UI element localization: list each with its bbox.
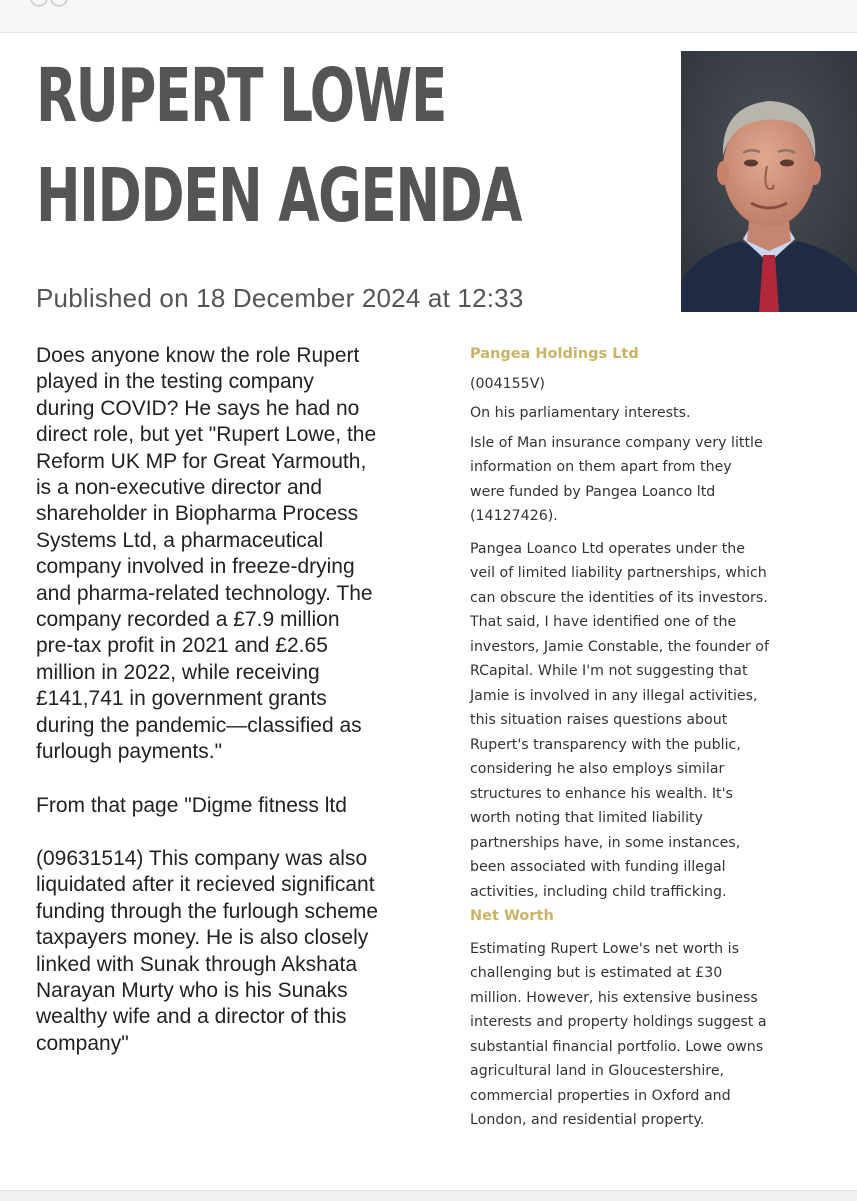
text-line: Rupert's transparency with the public, — [470, 736, 741, 753]
text-line: Jamie is involved in any illegal activities, — [470, 687, 758, 704]
text-line: during COVID? He says he had no — [36, 396, 360, 420]
right-column-article — [470, 342, 857, 1133]
parliamentary-interests-note: On his parliamentary interests. — [470, 405, 691, 421]
portrait-photo — [681, 51, 857, 312]
text-line: this situation raises questions about — [470, 712, 728, 728]
text-line: and pharma-related technology. The — [36, 581, 373, 605]
text-line: Does anyone know the role Rupert — [36, 344, 360, 367]
headline — [36, 46, 521, 246]
text-line: structures to enhance his wealth. It's — [470, 785, 733, 802]
company-number: (004155V) — [470, 375, 545, 392]
text-line: during the pandemic—classified as — [36, 713, 362, 737]
text-line: shareholder in Biopharma Process — [36, 502, 359, 526]
text-line: worth noting that limited liability — [470, 810, 704, 826]
text-line: linked with Sunak through Akshata — [36, 952, 358, 976]
text-line: Pangea Loanco Ltd operates under the — [470, 540, 746, 557]
text-line: wealthy wife and a director of this — [36, 1005, 347, 1029]
text-line: London, and residential property. — [470, 1112, 705, 1128]
text-line: From that page "Digme fitness ltd — [36, 793, 347, 817]
text-line: pre-tax profit in 2021 and £2.65 — [36, 634, 328, 658]
text-line: considering he also employs similar — [470, 761, 725, 777]
glasses-icon — [28, 0, 72, 10]
right-paragraph-2 — [470, 537, 857, 905]
text-line: Narayan Murty who is his Sunaks — [36, 978, 348, 1002]
headline-line-1: RUPERT LOWE — [36, 53, 446, 139]
text-line: challenging but is estimated at £30 — [470, 965, 723, 981]
text-line: Isle of Man insurance company very little — [470, 434, 763, 451]
text-line: company" — [36, 1031, 129, 1055]
text-line: been associated with funding illegal — [470, 859, 726, 875]
text-line: company involved in freeze-drying — [36, 555, 355, 579]
text-line: activities, including child trafficking. — [470, 883, 727, 900]
text-line: substantial financial portfolio. Lowe owns — [470, 1038, 764, 1055]
left-paragraph-3 — [36, 846, 456, 1057]
text-line: Estimating Rupert Lowe's net worth is — [470, 940, 740, 957]
text-line: million in 2022, while receiving — [36, 660, 320, 684]
text-line: agricultural land in Gloucestershire, — [470, 1063, 725, 1079]
text-line: taxpayers money. He is also closely — [36, 926, 369, 950]
text-line: RCapital. While I'm not suggesting that — [470, 663, 748, 679]
man-in-suit-portrait-icon — [681, 51, 857, 312]
text-line: Reform UK MP for Great Yarmouth, — [36, 449, 367, 473]
text-line: (09631514) This company was also — [36, 846, 368, 870]
text-line: funding through the furlough scheme — [36, 899, 379, 923]
text-line: veil of limited liability partnerships, which — [470, 565, 767, 581]
text-line: partnerships have, in some instances, — [470, 834, 741, 851]
section-heading-pangea: Pangea Holdings Ltd — [470, 346, 639, 362]
text-line: Systems Ltd, a pharmaceutical — [36, 528, 324, 552]
text-line: million. However, his extensive business — [470, 989, 758, 1006]
text-line: played in the testing company — [36, 370, 314, 394]
text-line: company recorded a £7.9 million — [36, 608, 340, 632]
published-date: Published on 18 December 2024 at 12:33 — [36, 283, 524, 313]
text-line: (14127426). — [470, 508, 558, 524]
left-paragraph-1 — [36, 343, 456, 766]
text-line: can obscure the identities of its investors. — [470, 589, 768, 606]
top-strip — [0, 0, 857, 33]
text-line: investors, Jamie Constable, the founder of — [470, 638, 769, 655]
text-line: commercial properties in Oxford and — [470, 1087, 731, 1104]
text-line: £141,741 in government grants — [36, 687, 327, 711]
text-line: That said, I have identified one of the — [470, 614, 737, 630]
text-line: interests and property holdings suggest a — [470, 1014, 767, 1030]
right-paragraph-3 — [470, 937, 857, 1133]
left-column-article — [36, 343, 456, 1057]
text-line: furlough payments." — [36, 740, 223, 764]
left-paragraph-2 — [36, 793, 456, 819]
text-line: is a non-executive director and — [36, 476, 322, 500]
right-paragraph-1 — [470, 431, 857, 529]
bottom-strip — [0, 1190, 857, 1201]
text-line: liquidated after it recieved significant — [36, 873, 375, 897]
text-line: information on them apart from they — [470, 459, 732, 475]
text-line: direct role, but yet "Rupert Lowe, the — [36, 423, 377, 447]
headline-line-2: HIDDEN AGENDA — [36, 153, 522, 239]
text-line: were funded by Pangea Loanco ltd — [470, 483, 716, 500]
section-heading-net-worth: Net Worth — [470, 908, 554, 924]
